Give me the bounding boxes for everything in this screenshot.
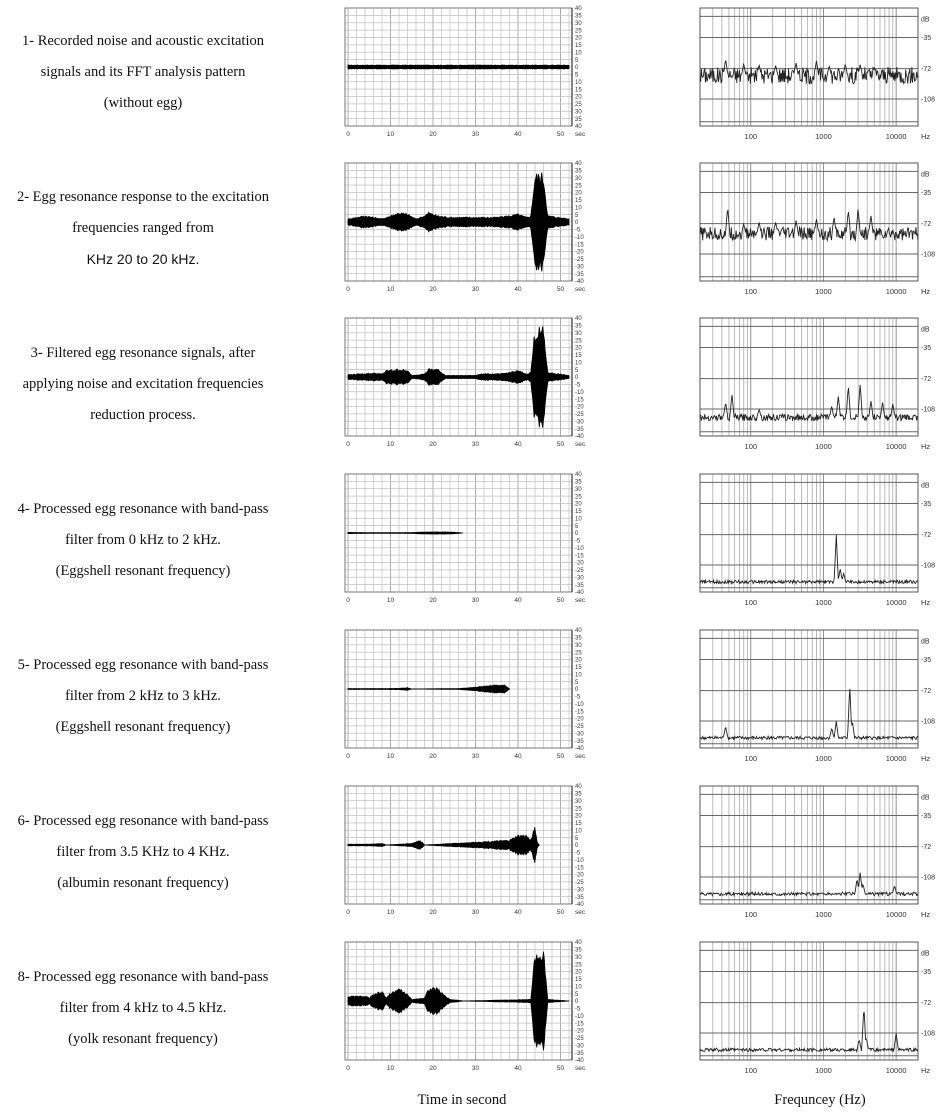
- waveform-y-tick: 5: [575, 991, 579, 998]
- waveform-x-tick: 40: [514, 441, 522, 448]
- waveform-x-tick: 20: [429, 131, 437, 138]
- row-label-7: [0, 966, 286, 1056]
- waveform-y-tick: 0: [575, 375, 579, 382]
- waveform-y-tick: 30: [575, 20, 582, 27]
- fft-grid: [700, 163, 918, 281]
- fft-x-tick: 100: [744, 287, 758, 296]
- waveform-y-tick: -20: [575, 249, 584, 256]
- waveform-y-tick: 5: [575, 679, 579, 686]
- waveform-y-tick: 10: [575, 50, 582, 57]
- waveform-y-tick: 40: [575, 628, 582, 635]
- fft-frame: [700, 474, 918, 592]
- waveform-x-tick: 30: [471, 597, 480, 604]
- fft-frame: [700, 942, 918, 1060]
- waveform-y-tick: -30: [575, 575, 584, 582]
- waveform-x-tick: 40: [514, 597, 522, 604]
- fft-db-tick: -35: [921, 35, 932, 42]
- waveform-y-tick: -25: [575, 880, 584, 887]
- waveform-x-tick: 50: [556, 597, 565, 604]
- waveform-y-tick: 10: [575, 984, 582, 991]
- fft-db-unit: dB: [921, 638, 930, 646]
- waveform-chart-6: [345, 786, 602, 926]
- waveform-chart-3: [345, 318, 602, 458]
- waveform-x-tick: 40: [514, 909, 522, 916]
- waveform-y-tick: 20: [575, 35, 582, 42]
- waveform-y-tick: -10: [575, 701, 584, 708]
- waveform-y-tick: 5: [575, 57, 579, 64]
- waveform-y-tick: -20: [575, 1028, 584, 1035]
- waveform-x-tick: 20: [429, 909, 437, 916]
- fft-db-tick: -108: [921, 1030, 936, 1038]
- waveform-y-tick: -30: [575, 264, 584, 271]
- waveform-y-tick: 35: [575, 947, 582, 954]
- waveform-x-tick: 0: [346, 441, 350, 448]
- waveform-y-tick: 35: [575, 635, 582, 642]
- fft-db-tick: -108: [921, 562, 936, 570]
- waveform-y-tick: -25: [575, 257, 584, 264]
- waveform-y-tick: 20: [575, 657, 582, 664]
- row5-line1: 5- Processed egg resonance with band-pass: [17, 657, 269, 673]
- waveform-y-tick: 10: [575, 672, 582, 679]
- fft-spectrum: [700, 61, 918, 84]
- fft-db-tick: -108: [921, 718, 936, 726]
- waveform-y-tick: -30: [575, 1043, 584, 1050]
- fft-db-tick: -72: [921, 1000, 932, 1008]
- waveform-x-tick: 40: [514, 1065, 522, 1072]
- waveform-y-tick: 30: [575, 486, 582, 493]
- waveform-y-tick: -40: [575, 746, 584, 753]
- waveform-x-unit: sec: [575, 753, 586, 760]
- fft-x-tick: 10000: [885, 132, 907, 141]
- waveform-x-tick: 10: [386, 441, 395, 448]
- row-label-6: [0, 810, 286, 900]
- row5-line2: filter from 2 kHz to 3 kHz.: [65, 688, 221, 704]
- fft-x-tick: 1000: [815, 910, 832, 919]
- waveform-x-tick: 30: [471, 1065, 480, 1072]
- waveform-y-tick: 15: [575, 665, 582, 672]
- fft-grid: [700, 786, 918, 904]
- fft-db-unit: dB: [921, 950, 930, 958]
- waveform-x-tick: 20: [429, 597, 437, 604]
- row7-line3: (yolk resonant frequency): [68, 1031, 218, 1047]
- waveform-x-unit: sec: [575, 909, 586, 916]
- fft-spectrum: [700, 209, 918, 240]
- waveform-y-tick: 30: [575, 330, 582, 337]
- fft-db-tick: -72: [921, 66, 932, 74]
- waveform-y-tick: -35: [575, 271, 584, 278]
- row3-line2: applying noise and excitation frequencies: [22, 376, 264, 392]
- fft-db-tick: -35: [921, 501, 932, 508]
- waveform-x-tick: 30: [471, 286, 480, 293]
- waveform-y-tick: 0: [575, 687, 579, 694]
- waveform-y-tick: 25: [575, 183, 582, 190]
- row3-line3: reduction process.: [90, 407, 196, 423]
- waveform-y-tick: 15: [575, 198, 582, 205]
- row6-line1: 6- Processed egg resonance with band-pass: [17, 813, 269, 829]
- waveform-x-tick: 30: [471, 441, 480, 448]
- fft-grid: [700, 942, 918, 1060]
- row2-line2: frequencies ranged from: [72, 220, 214, 236]
- fft-frame: [700, 163, 918, 281]
- fft-chart-5: [700, 630, 943, 770]
- waveform-y-tick: -10: [575, 857, 584, 864]
- waveform-x-unit: sec: [575, 131, 586, 138]
- waveform-x-tick: 50: [556, 753, 565, 760]
- waveform-y-tick: 5: [575, 367, 579, 374]
- waveform-y-tick: 25: [575, 28, 582, 35]
- fft-db-tick: -108: [921, 874, 936, 882]
- fft-x-tick: 1000: [815, 442, 832, 451]
- row6-line2: filter from 3.5 KHz to 4 KHz.: [56, 844, 230, 860]
- waveform-y-tick: -30: [575, 887, 584, 894]
- fft-chart-1: [700, 8, 943, 148]
- waveform-y-tick: 25: [575, 102, 582, 109]
- waveform-y-tick: -35: [575, 426, 584, 433]
- waveform-y-tick: -15: [575, 242, 584, 249]
- waveform-x-tick: 40: [514, 753, 522, 760]
- waveform-y-tick: 30: [575, 175, 582, 182]
- row-label-4: [0, 498, 286, 588]
- waveform-x-tick: 0: [346, 753, 350, 760]
- fft-x-tick: 1000: [815, 598, 832, 607]
- fft-db-tick: -35: [921, 969, 932, 976]
- waveform-x-tick: 0: [346, 1065, 350, 1072]
- waveform-y-tick: 20: [575, 501, 582, 508]
- waveform-y-tick: -40: [575, 590, 584, 597]
- waveform-y-tick: -35: [575, 582, 584, 589]
- waveform-y-tick: -20: [575, 872, 584, 879]
- fft-x-tick: 100: [744, 132, 758, 141]
- fft-x-tick: 100: [744, 1066, 758, 1075]
- waveform-x-tick: 20: [429, 753, 437, 760]
- waveform-y-tick: 35: [575, 13, 582, 20]
- waveform-y-tick: -15: [575, 865, 584, 872]
- row3-line1: 3- Filtered egg resonance signals, after: [30, 345, 256, 361]
- waveform-y-tick: 35: [575, 479, 582, 486]
- row7-line2: filter from 4 kHz to 4.5 kHz.: [59, 1000, 227, 1016]
- fft-x-tick: 100: [744, 754, 758, 763]
- fft-x-tick: 10000: [885, 754, 907, 763]
- waveform-x-unit: sec: [575, 441, 586, 448]
- waveform-y-tick: 5: [575, 835, 579, 842]
- fft-x-unit: Hz: [921, 132, 931, 141]
- waveform-y-tick: 10: [575, 79, 582, 86]
- waveform-y-tick: -20: [575, 560, 584, 567]
- fft-x-unit: Hz: [921, 287, 931, 296]
- waveform-x-tick: 40: [514, 286, 522, 293]
- waveform-y-tick: -20: [575, 716, 584, 723]
- waveform-y-tick: 35: [575, 116, 582, 123]
- fft-x-tick: 100: [744, 910, 758, 919]
- fft-grid: [700, 8, 918, 126]
- fft-db-unit: dB: [921, 16, 930, 24]
- waveform-x-tick: 0: [346, 597, 350, 604]
- waveform-y-tick: 10: [575, 828, 582, 835]
- waveform-y-tick: 25: [575, 962, 582, 969]
- row4-line1: 4- Processed egg resonance with band-pass: [17, 501, 269, 517]
- fft-db-tick: -72: [921, 688, 932, 696]
- fft-x-tick: 1000: [815, 287, 832, 296]
- fft-grid: [700, 474, 918, 592]
- waveform-y-tick: 35: [575, 168, 582, 175]
- waveform-y-tick: -5: [575, 1006, 581, 1013]
- fft-frame: [700, 786, 918, 904]
- fft-chart-4: [700, 474, 943, 614]
- waveform-y-tick: -5: [575, 850, 581, 857]
- waveform-x-tick: 50: [556, 286, 565, 293]
- waveform-y-tick: 30: [575, 954, 582, 961]
- fft-x-tick: 100: [744, 598, 758, 607]
- row5-line3: (Eggshell resonant frequency): [55, 719, 231, 735]
- waveform-y-tick: 30: [575, 109, 582, 116]
- fft-db-tick: -108: [921, 251, 936, 259]
- row4-line3: (Eggshell resonant frequency): [55, 563, 231, 579]
- fft-db-tick: -108: [921, 406, 936, 414]
- fft-db-tick: -72: [921, 376, 932, 384]
- waveform-y-tick: -5: [575, 227, 581, 234]
- fft-x-unit: Hz: [921, 442, 931, 451]
- fft-frame: [700, 318, 918, 436]
- waveform-y-tick: 15: [575, 509, 582, 516]
- row-label-2: [0, 186, 286, 276]
- waveform-x-tick: 30: [471, 753, 480, 760]
- fft-x-tick: 1000: [815, 132, 832, 141]
- waveform-y-tick: -35: [575, 738, 584, 745]
- waveform-x-tick: 50: [556, 131, 565, 138]
- waveform-y-tick: 20: [575, 345, 582, 352]
- waveform-y-tick: -25: [575, 724, 584, 731]
- waveform-x-tick: 50: [556, 441, 565, 448]
- waveform-y-tick: 0: [575, 531, 579, 538]
- waveform-y-tick: 0: [575, 843, 579, 850]
- frequency-axis-caption: Frequncey (Hz): [774, 1092, 866, 1108]
- waveform-x-tick: 50: [556, 1065, 565, 1072]
- waveform-y-tick: 25: [575, 494, 582, 501]
- waveform-x-tick: 10: [386, 1065, 395, 1072]
- fft-grid: [700, 630, 918, 748]
- waveform-y-tick: 5: [575, 212, 579, 219]
- fft-db-tick: -35: [921, 345, 932, 352]
- fft-db-unit: dB: [921, 171, 930, 179]
- waveform-x-unit: sec: [575, 1065, 586, 1072]
- fft-spectrum: [700, 535, 918, 584]
- waveform-chart-4: [345, 474, 602, 614]
- fft-grid: [700, 318, 918, 436]
- waveform-y-tick: 15: [575, 87, 582, 94]
- fft-frame: [700, 630, 918, 748]
- waveform-y-tick: 40: [575, 784, 582, 791]
- fft-x-tick: 100: [744, 442, 758, 451]
- fft-x-tick: 10000: [885, 442, 907, 451]
- waveform-chart-2: [345, 163, 602, 303]
- row2-line3: KHz 20 to 20 kHz.: [86, 251, 200, 267]
- row6-line3: (albumin resonant frequency): [57, 875, 229, 891]
- fft-db-tick: -72: [921, 844, 932, 852]
- waveform-y-tick: -10: [575, 1013, 584, 1020]
- waveform-y-tick: 30: [575, 642, 582, 649]
- waveform-y-tick: 20: [575, 94, 582, 101]
- waveform-y-tick: -30: [575, 731, 584, 738]
- waveform-y-tick: 30: [575, 798, 582, 805]
- waveform-x-tick: 20: [429, 286, 437, 293]
- waveform-x-tick: 0: [346, 909, 350, 916]
- waveform-y-tick: 0: [575, 999, 579, 1006]
- waveform-x-tick: 30: [471, 909, 480, 916]
- fft-db-tick: -35: [921, 190, 932, 197]
- waveform-y-tick: 15: [575, 821, 582, 828]
- waveform-x-tick: 30: [471, 131, 480, 138]
- waveform-x-tick: 40: [514, 131, 522, 138]
- waveform-x-tick: 0: [346, 286, 350, 293]
- row1-line1: 1- Recorded noise and acoustic excitation: [22, 33, 264, 49]
- fft-chart-2: [700, 163, 943, 303]
- fft-x-unit: Hz: [921, 598, 931, 607]
- waveform-y-tick: -10: [575, 545, 584, 552]
- waveform-y-tick: 40: [575, 472, 582, 479]
- waveform-y-tick: 25: [575, 650, 582, 657]
- waveform-y-tick: -30: [575, 419, 584, 426]
- waveform-y-tick: 40: [575, 161, 582, 168]
- waveform-y-tick: -40: [575, 902, 584, 909]
- waveform-x-tick: 20: [429, 441, 437, 448]
- waveform-y-tick: 35: [575, 791, 582, 798]
- waveform-y-tick: 15: [575, 353, 582, 360]
- waveform-y-tick: -5: [575, 694, 581, 701]
- fft-x-tick: 10000: [885, 910, 907, 919]
- waveform-y-tick: -25: [575, 568, 584, 575]
- waveform-y-tick: 0: [575, 65, 579, 72]
- fft-x-tick: 1000: [815, 754, 832, 763]
- fft-chart-7: [700, 942, 943, 1082]
- fft-db-tick: -35: [921, 813, 932, 820]
- waveform-y-tick: -20: [575, 404, 584, 411]
- waveform-x-tick: 10: [386, 286, 395, 293]
- row1-line2: signals and its FFT analysis pattern: [40, 64, 246, 80]
- waveform-y-tick: 20: [575, 969, 582, 976]
- fft-x-unit: Hz: [921, 1066, 931, 1075]
- waveform-y-tick: -15: [575, 709, 584, 716]
- fft-x-tick: 1000: [815, 1066, 832, 1075]
- fft-db-tick: -72: [921, 221, 932, 229]
- fft-spectrum: [700, 385, 918, 421]
- fft-spectrum: [700, 873, 918, 896]
- waveform-y-tick: -15: [575, 553, 584, 560]
- waveform-y-tick: 10: [575, 205, 582, 212]
- waveform-y-tick: 10: [575, 360, 582, 367]
- fft-db-tick: -35: [921, 657, 932, 664]
- waveform-y-tick: -40: [575, 434, 584, 441]
- waveform-y-tick: -5: [575, 538, 581, 545]
- fft-x-tick: 10000: [885, 598, 907, 607]
- waveform-y-tick: -15: [575, 1021, 584, 1028]
- waveform-y-tick: -40: [575, 1058, 584, 1065]
- fft-frame: [700, 8, 918, 126]
- fft-chart-6: [700, 786, 943, 926]
- waveform-chart-1: [345, 8, 602, 148]
- fft-x-unit: Hz: [921, 910, 931, 919]
- waveform-x-tick: 10: [386, 597, 395, 604]
- waveform-y-tick: -25: [575, 412, 584, 419]
- row-label-1: [0, 30, 286, 120]
- waveform-y-tick: 40: [575, 124, 582, 131]
- waveform-x-tick: 50: [556, 909, 565, 916]
- waveform-y-tick: -35: [575, 894, 584, 901]
- row-label-3: [0, 342, 286, 432]
- fft-db-tick: -72: [921, 532, 932, 540]
- row2-line1: 2- Egg resonance response to the excitation: [16, 189, 270, 205]
- waveform-y-tick: 10: [575, 516, 582, 523]
- waveform-y-tick: -25: [575, 1036, 584, 1043]
- waveform-y-tick: 25: [575, 338, 582, 345]
- row-label-5: [0, 654, 286, 744]
- waveform-y-tick: 5: [575, 523, 579, 530]
- fft-db-unit: dB: [921, 482, 930, 490]
- waveform-x-tick: 10: [386, 753, 395, 760]
- waveform-x-tick: 20: [429, 1065, 437, 1072]
- row1-line3: (without egg): [103, 95, 183, 111]
- waveform-y-tick: 35: [575, 323, 582, 330]
- row7-line1: 8- Processed egg resonance with band-pass: [17, 969, 269, 985]
- waveform-y-tick: -5: [575, 382, 581, 389]
- waveform-y-tick: 20: [575, 813, 582, 820]
- waveform-x-unit: sec: [575, 597, 586, 604]
- waveform-y-tick: -10: [575, 389, 584, 396]
- waveform-y-tick: 40: [575, 940, 582, 947]
- waveform-x-tick: 0: [346, 131, 350, 138]
- waveform-y-tick: -35: [575, 1050, 584, 1057]
- fft-x-tick: 10000: [885, 1066, 907, 1075]
- waveform-y-tick: 20: [575, 190, 582, 197]
- waveform-y-tick: -15: [575, 397, 584, 404]
- fft-x-tick: 10000: [885, 287, 907, 296]
- waveform-y-tick: 15: [575, 977, 582, 984]
- waveform-y-tick: 5: [575, 72, 579, 79]
- fft-spectrum: [700, 1012, 918, 1052]
- fft-spectrum: [700, 689, 918, 740]
- time-axis-caption: Time in second: [417, 1092, 507, 1108]
- waveform-y-tick: 15: [575, 43, 582, 50]
- waveform-y-tick: 25: [575, 806, 582, 813]
- fft-db-unit: dB: [921, 326, 930, 334]
- fft-x-unit: Hz: [921, 754, 931, 763]
- fft-db-tick: -108: [921, 96, 936, 104]
- waveform-y-tick: -40: [575, 279, 584, 286]
- waveform-chart-5: [345, 630, 602, 770]
- waveform-x-tick: 10: [386, 909, 395, 916]
- waveform-y-tick: 40: [575, 316, 582, 323]
- waveform-x-unit: sec: [575, 286, 586, 293]
- waveform-y-tick: -10: [575, 234, 584, 241]
- row4-line2: filter from 0 kHz to 2 kHz.: [65, 532, 221, 548]
- waveform-x-tick: 10: [386, 131, 395, 138]
- waveform-y-tick: 0: [575, 220, 579, 227]
- fft-db-unit: dB: [921, 794, 930, 802]
- waveform-y-tick: 40: [575, 6, 582, 13]
- fft-chart-3: [700, 318, 943, 458]
- waveform-chart-7: [345, 942, 602, 1082]
